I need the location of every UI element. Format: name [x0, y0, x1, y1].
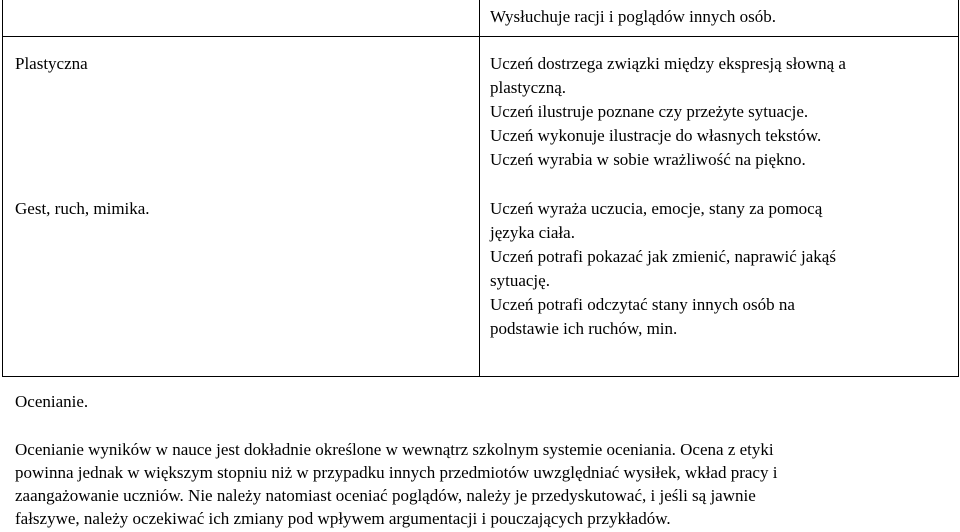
row2-left-label: Gest, ruch, mimika. — [15, 199, 150, 218]
table-border-middle — [479, 0, 480, 376]
row1-right-line-3: Uczeń ilustruje poznane czy przeżyte sytuacje. — [490, 102, 809, 121]
paragraph-line-1: Ocenianie wyników w nauce jest dokładnie określone w wewnątrz szkolnym systemie oceniania. Ocena z etyki — [15, 440, 774, 459]
row0-right-line-1: Wysłuchuje racji i poglądów innych osób. — [490, 7, 777, 26]
paragraph-line-3: zaangażowanie uczniów. Nie należy natomiast oceniać poglądów, należy je przedyskutować, i jeśli są jawnie — [15, 486, 756, 505]
row2-right-line-4: sytuację. — [490, 271, 550, 290]
row2-right-line-6: podstawie ich ruchów, min. — [490, 319, 678, 338]
row1-right-line-2: plastyczną. — [490, 78, 566, 97]
row1-right-line-5: Uczeń wyrabia w sobie wrażliwość na piękno. — [490, 150, 806, 169]
table-row-divider — [2, 36, 959, 37]
row2-right-line-3: Uczeń potrafi pokazać jak zmienić, naprawić jakąś — [490, 247, 836, 266]
row1-right-line-1: Uczeń dostrzega związki między ekspresją słowną a — [490, 54, 846, 73]
row2-right-line-2: języka ciała. — [490, 223, 575, 242]
table-border-left — [2, 0, 3, 376]
row1-left-label: Plastyczna — [15, 54, 88, 73]
row2-right-line-1: Uczeń wyraża uczucia, emocje, stany za pomocą — [490, 199, 823, 218]
paragraph-line-2: powinna jednak w większym stopniu niż w przypadku innych przedmiotów uwzględniać wysiłek, wkład pracy i — [15, 463, 778, 482]
row2-right-line-5: Uczeń potrafi odczytać stany innych osób na — [490, 295, 795, 314]
table-border-bottom — [2, 376, 959, 377]
paragraph-line-4: fałszywe, należy oczekiwać ich zmiany pod wpływem argumentacji i pouczających przykładów. — [15, 509, 671, 528]
table-border-right — [958, 0, 959, 376]
row1-right-line-4: Uczeń wykonuje ilustracje do własnych tekstów. — [490, 126, 822, 145]
section-heading: Ocenianie. — [15, 392, 89, 411]
